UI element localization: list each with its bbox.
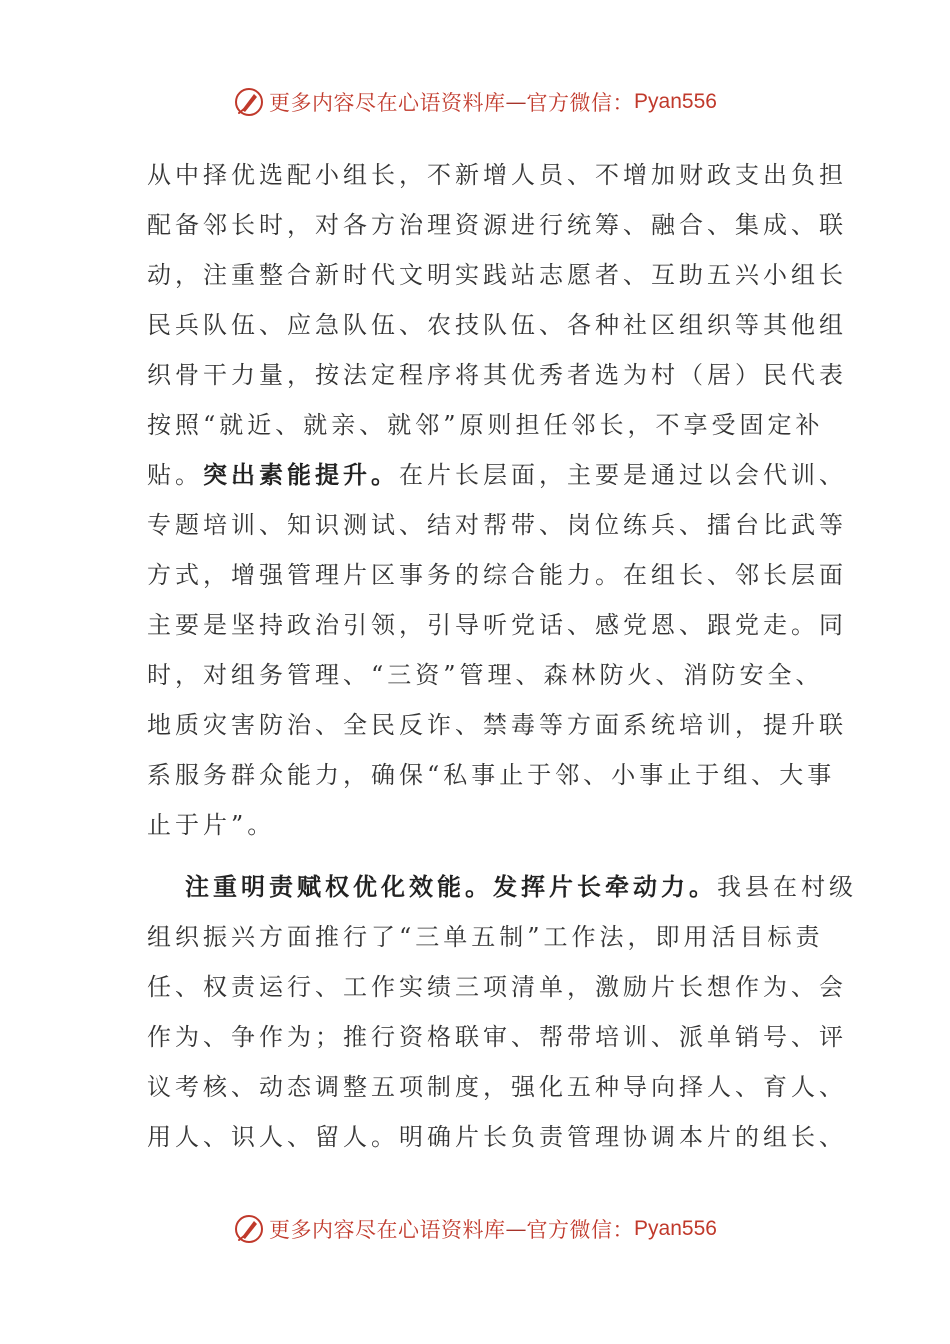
text-line: 动，注重整合新时代文明实践站志愿者、互助五兴小组长 [147, 261, 847, 289]
text-run: 贴。 [147, 461, 203, 489]
document-body [147, 150, 857, 1162]
text-line: 用人、识人、留人。明确片长负责管理协调本片的组长、 [147, 1123, 847, 1151]
bold-heading: 注重明责赋权优化效能。发挥片长牵动力。 [185, 872, 717, 901]
text-line [147, 450, 847, 500]
text-line: 止于片”。 [147, 811, 276, 839]
banner-separator: — [505, 90, 527, 114]
footer-banner [0, 1209, 950, 1249]
text-line: 从中择优选配小组长，不新增人员、不增加财政支出负担 [147, 161, 847, 189]
text-line: 任、权责运行、工作实绩三项清单，激励片长想作为、会 [147, 973, 847, 1001]
text-line: 系服务群众能力，确保“私事止于邻、小事止于组、大事 [147, 761, 836, 789]
text-line: 配备邻长时，对各方治理资源进行统筹、融合、集成、联 [147, 211, 847, 239]
banner-wechat-label: 官方微信： [526, 91, 635, 115]
text-line: 织骨干力量，按法定程序将其优秀者选为村（居）民代表 [147, 361, 847, 389]
banner-wechat-handle: Pyan556 [634, 90, 717, 113]
text-line: 方式，增强管理片区事务的综合能力。在组长、邻长层面 [147, 561, 847, 589]
text-line: 组织振兴方面推行了“三单五制”工作法，即用活目标责 [147, 923, 824, 951]
text-line: 民兵队伍、应急队伍、农技队伍、各种社区组织等其他组 [147, 311, 847, 339]
text-run: 我县在村级 [717, 873, 857, 901]
banner-slogan: 更多内容尽在心语资料库 [269, 91, 506, 115]
text-line: 主要是坚持政治引领，引导听党话、感党恩、跟党走。同 [147, 611, 847, 639]
bold-heading: 突出素能提升。 [203, 460, 399, 489]
banner-wechat-label: 官方微信： [526, 1218, 635, 1242]
quill-pen-icon [233, 86, 265, 118]
banner-wechat-handle: Pyan556 [634, 1217, 717, 1240]
text-line: 时，对组务管理、“三资”管理、森林防火、消防安全、 [147, 661, 824, 689]
text-line: 按照“就近、就亲、就邻”原则担任邻长，不享受固定补 [147, 411, 824, 439]
text-line: 作为、争作为；推行资格联审、帮带培训、派单销号、评 [147, 1023, 847, 1051]
banner-slogan: 更多内容尽在心语资料库 [269, 1218, 506, 1242]
banner-separator: — [505, 1217, 527, 1241]
text-line: 地质灾害防治、全民反诈、禁毒等方面系统培训，提升联 [147, 711, 847, 739]
text-line: 议考核、动态调整五项制度，强化五种导向择人、育人、 [147, 1073, 847, 1101]
text-line [147, 862, 857, 912]
header-banner [0, 82, 950, 122]
text-run: 在片长层面，主要是通过以会代训、 [399, 461, 847, 489]
quill-pen-icon [233, 1213, 265, 1245]
text-line: 专题培训、知识测试、结对帮带、岗位练兵、擂台比武等 [147, 511, 847, 539]
